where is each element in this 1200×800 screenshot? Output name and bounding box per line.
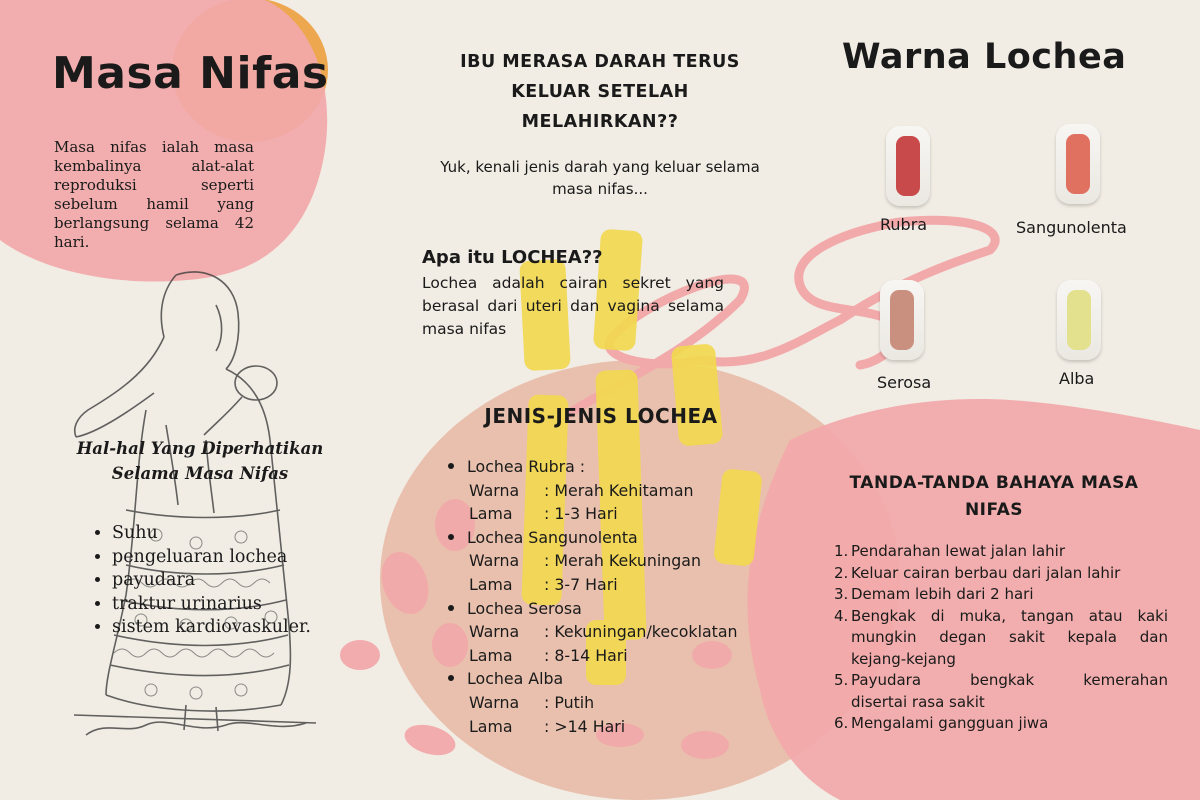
- pad-label-rubra: Rubra: [880, 215, 928, 234]
- pad-label-alba: Alba: [1059, 369, 1095, 388]
- list-item: [446, 597, 806, 668]
- list-item: 3. Demam lebih dari 2 hari: [834, 585, 1034, 603]
- list-item: 2. Keluar cairan berbau dari jalan lahir: [834, 563, 1121, 582]
- list-item: [446, 455, 806, 526]
- list-item: • sistem kardiovaskuler.: [112, 616, 382, 640]
- lochea-lama-row: [467, 573, 806, 597]
- warna-value: : Merah Kehitaman: [544, 480, 694, 500]
- lama-value: : >14 Hari: [544, 716, 626, 736]
- list-item: • Suhu: [112, 522, 382, 546]
- list-item: • traktur urinarius: [112, 593, 382, 617]
- question-subtitle: Yuk, kenali jenis darah yang keluar selama masa nifas...: [440, 158, 760, 198]
- lochea-lama-row: [467, 715, 806, 739]
- lama-label: Lama: [469, 504, 513, 524]
- lama-value: : 1-3 Hari: [544, 504, 618, 524]
- lochea-name: Lochea Sangunolenta: [467, 527, 638, 547]
- warna-label: Warna: [469, 692, 520, 712]
- list-item: 4. Bengkak di muka, tangan atau kaki mungkin degan sakit kepala dan kejang-kejang: [834, 606, 1168, 668]
- hal-title: Hal-hal Yang Diperhatikan Selama Masa Nifas: [76, 439, 324, 483]
- pad-stain: [1066, 134, 1090, 194]
- pad-stain: [1067, 290, 1091, 350]
- pad-alba-image: [1057, 280, 1101, 360]
- pad-label-sangunolenta: Sangunolenta: [1016, 218, 1127, 237]
- warna-label: Warna: [469, 622, 520, 642]
- lama-label: Lama: [469, 645, 513, 665]
- lochea-warna-row: [467, 620, 806, 644]
- list-item: [446, 667, 806, 738]
- danger-signs-heading: TANDA-TANDA BAHAYA MASA NIFAS: [849, 473, 1139, 520]
- list-item: 5. Payudara bengkak kemerahan disertai rasa sakit: [834, 671, 1168, 711]
- pad-serosa-image: [880, 280, 924, 360]
- pad-sangunolenta-image: [1056, 124, 1100, 204]
- pad-stain: [890, 290, 914, 350]
- lama-label: Lama: [469, 716, 513, 736]
- warna-lochea-title: Warna Lochea: [842, 37, 1127, 77]
- warna-label: Warna: [469, 480, 520, 500]
- warna-value: : Kekuningan/kecoklatan: [544, 622, 738, 642]
- warna-value: : Putih: [544, 692, 595, 712]
- lochea-name: Lochea Serosa: [467, 598, 582, 618]
- list-item: 6. Mengalami gangguan jiwa: [834, 714, 1049, 732]
- apa-lochea-heading: Apa itu LOCHEA??: [422, 247, 603, 268]
- jenis-lochea-heading: JENIS-JENIS LOCHEA: [484, 404, 718, 428]
- intro-text: Masa nifas ialah masa kembalinya alat-alat reproduksi seperti sebelum hamil yang berlangsung selama 42 hari.: [54, 138, 254, 251]
- warna-value: : Merah Kekuningan: [544, 551, 701, 571]
- woman-holding-baby-illustration: [66, 265, 326, 745]
- list-item: 1. Pendarahan lewat jalan lahir: [834, 542, 1065, 560]
- list-item: [446, 526, 806, 597]
- lochea-warna-row: [467, 479, 806, 503]
- pad-stain: [896, 136, 920, 196]
- lochea-name: Lochea Rubra :: [467, 457, 586, 476]
- lochea-lama-row: [467, 502, 806, 526]
- list-item: • pengeluaran lochea: [112, 546, 382, 570]
- apa-lochea-text: Lochea adalah cairan sekret yang berasal dari uteri dan vagina selama masa nifas: [422, 274, 724, 338]
- lama-value: : 8-14 Hari: [544, 645, 628, 665]
- hal-list: [90, 522, 382, 640]
- lochea-warna-row: [467, 691, 806, 715]
- lama-value: : 3-7 Hari: [544, 574, 618, 594]
- lochea-lama-row: [467, 644, 806, 668]
- pad-rubra-image: [886, 126, 930, 206]
- jenis-lochea-list: [446, 455, 806, 738]
- question-heading: IBU MERASA DARAH TERUS KELUAR SETELAH MELAHIRKAN??: [460, 52, 740, 132]
- lama-label: Lama: [469, 574, 513, 594]
- danger-signs-list: [834, 541, 1168, 735]
- lochea-warna-row: [467, 549, 806, 573]
- page-title: Masa Nifas: [52, 48, 329, 99]
- warna-label: Warna: [469, 551, 520, 571]
- list-item: • payudara: [112, 569, 382, 593]
- lochea-name: Lochea Alba: [467, 669, 564, 689]
- pad-label-serosa: Serosa: [877, 373, 932, 392]
